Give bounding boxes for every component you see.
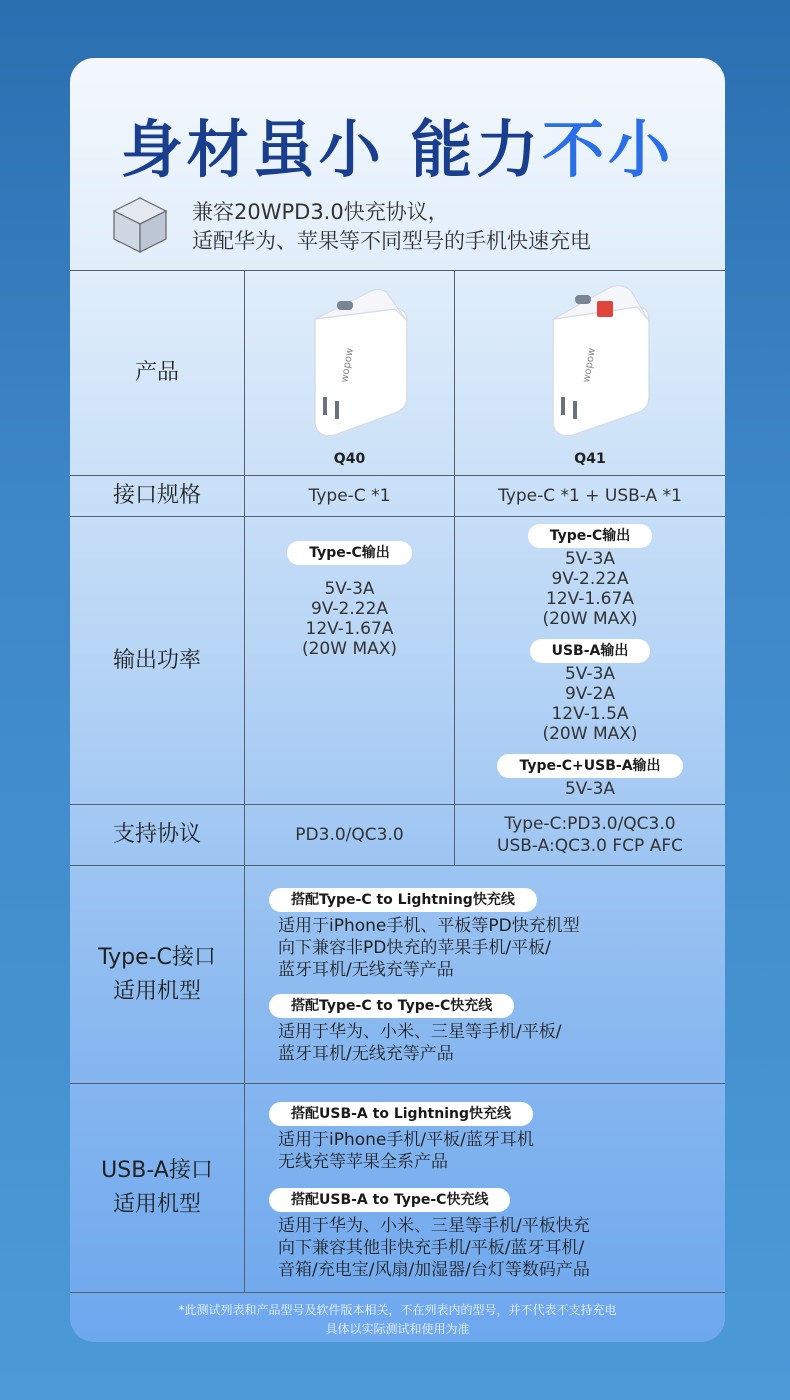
output-pill: Type-C输出 [287,541,412,565]
spec-line: 5V-3A [564,779,616,799]
cable-pill: 搭配USB-A to Lightning快充线 [269,1102,533,1126]
spec-line: 9V-2A [564,684,616,704]
brand-logo: wopow [581,347,599,384]
brand-logo: wopow [339,347,357,384]
page-title [70,100,725,189]
spec-line: (20W MAX) [301,639,398,659]
compat-line: 蓝牙耳机/无线充等产品 [278,1044,454,1064]
row-label [70,866,245,1083]
product-q41 [455,271,725,475]
row-label: 产品 [70,271,245,475]
protocol-line: Type-C:PD3.0/QC3.0 [504,814,676,834]
title-main: 身材虽小 能力 [120,113,543,186]
model-name: Q41 [574,451,606,467]
compat-line: 蓝牙耳机/无线充等产品 [278,960,454,980]
charger-q41-image [513,277,673,447]
spec-line: 12V-1.67A [546,589,634,609]
cable-pill: 搭配USB-A to Type-C快充线 [269,1188,510,1212]
row-typec-models [70,865,725,1083]
row-label [70,1084,245,1292]
usba-models-content [245,1084,725,1292]
row-output [70,516,725,804]
protocol-q41 [455,805,725,865]
spec-line: 5V-3A [564,549,616,569]
cable-pill: 搭配Type-C to Lightning快充线 [269,888,537,912]
model-name: Q40 [333,451,366,467]
compat-line: 无线充等苹果全系产品 [278,1152,448,1172]
output-q41 [455,517,725,804]
product-q40 [245,271,455,475]
compat-line: 向下兼容非PD快充的苹果手机/平板/ [278,938,551,958]
charger-q40-image [275,279,425,447]
protocol-line: USB-A:QC3.0 FCP AFC [497,836,683,856]
subtitle-line: 适配华为、苹果等不同型号的手机快速充电 [192,229,591,253]
spec-line: 9V-2.22A [310,599,389,619]
output-q40 [245,517,455,804]
row-interface [70,475,725,516]
spec-line: 12V-1.5A [551,704,629,724]
row-label-line: Type-C接口 [98,944,216,970]
row-usba-models [70,1083,725,1292]
row-label-line: 适用机型 [112,1192,201,1217]
output-pill: Type-C+USB-A输出 [497,754,682,778]
row-label: 支持协议 [70,805,245,865]
spec-line: 5V-3A [564,664,616,684]
cable-pill: 搭配Type-C to Type-C快充线 [269,994,514,1018]
compat-line: 适用于华为、小米、三星等手机/平板快充 [278,1216,590,1236]
cube-icon [110,194,170,254]
subtitle [192,198,591,256]
subtitle-line: 兼容20WPD3.0快充协议， [192,200,449,224]
spec-line: 12V-1.67A [305,619,394,639]
row-product [70,270,725,475]
output-pill: USB-A输出 [530,639,651,663]
protocol-q40: PD3.0/QC3.0 [245,805,455,865]
usb-a-port-icon [597,301,613,317]
row-label: 输出功率 [70,517,245,804]
spec-line: 5V-3A [324,579,375,599]
compat-line: 适用于华为、小米、三星等手机/平板/ [278,1022,562,1042]
row-label-line: USB-A接口 [101,1158,213,1183]
compat-line: 适用于iPhone手机、平板等PD快充机型 [278,916,580,936]
interface-q40: Type-C *1 [245,476,455,516]
spec-card [70,58,725,1342]
compat-line: 适用于iPhone手机/平板/蓝牙耳机 [278,1130,534,1150]
row-protocol [70,804,725,865]
output-pill: Type-C输出 [528,524,653,548]
footer-note [70,1292,725,1339]
title-accent: 不小 [542,113,675,186]
footer-line: 具体以实际测试和使用为准 [325,1322,470,1336]
spec-line: (20W MAX) [542,724,638,744]
spec-line: (20W MAX) [542,609,638,629]
compat-line: 向下兼容其他非快充手机/平板/蓝牙耳机/ [278,1238,585,1258]
row-label: 接口规格 [70,476,245,516]
row-label-line: 适用机型 [112,978,201,1004]
interface-q41: Type-C *1 + USB-A *1 [498,486,682,506]
typec-models-content [245,866,725,1083]
spec-line: 9V-2.22A [551,569,629,589]
compat-line: 音箱/充电宝/风扇/加湿器/台灯等数码产品 [278,1260,590,1280]
footer-line: *此测试列表和产品型号及软件版本相关，不在列表内的型号，并不代表不支持充电 [178,1303,617,1317]
